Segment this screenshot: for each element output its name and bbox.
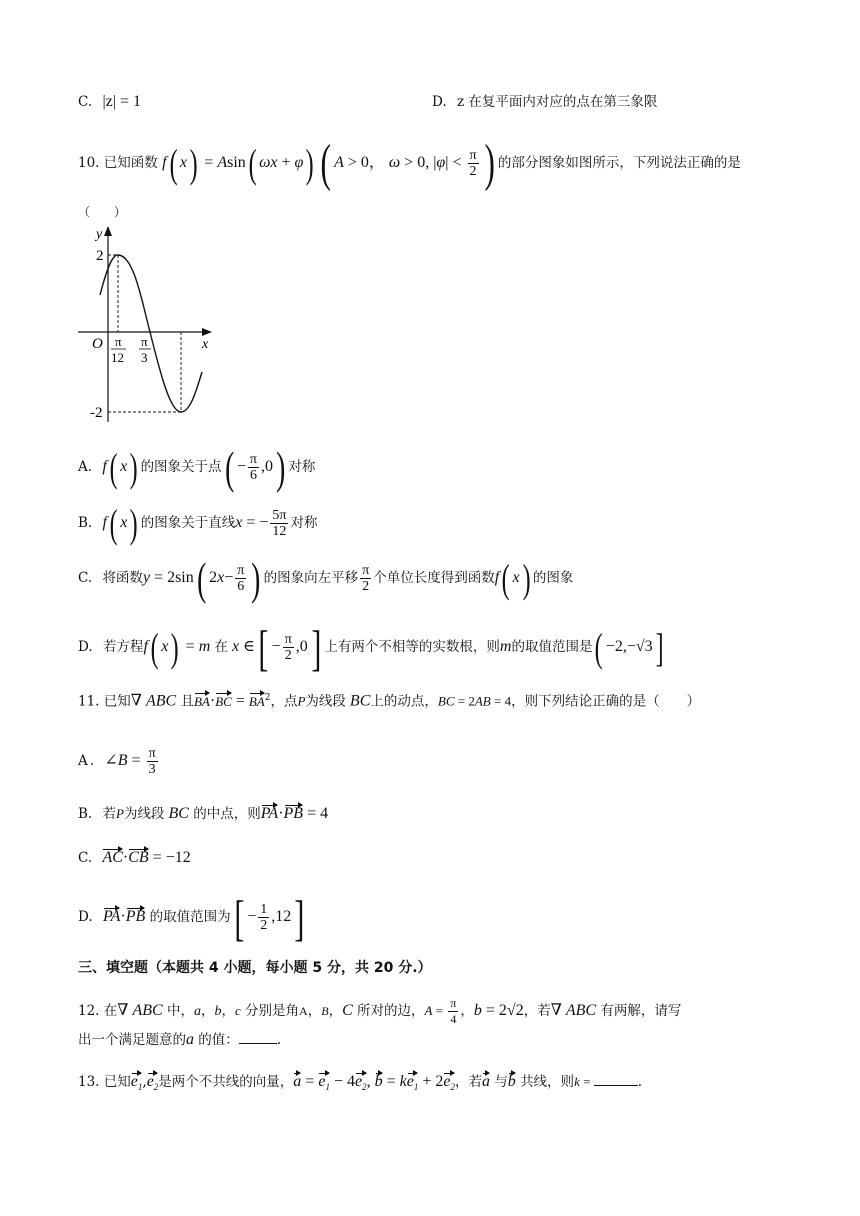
q11-option-d: D. PA·PB 的取值范围为[ − $\frac{1}{2}$ ,12]	[78, 889, 305, 946]
q10-stem-b: 的部分图象如图所示，下列说法正确的是	[497, 155, 741, 171]
q10-option-d: D. 若方程f( x) = m 在 x ∈[ − $\frac{\pi}{2}$ ,0] 上有两个不相等的实数根，则m的取值范围是( −2,−√3]	[78, 619, 664, 676]
q10-number: 10.	[78, 155, 100, 171]
q11-stem: 11. 已知∇ ABC 且$BA\cdot BC = BA^2$，点P为线段 BC上的动点，BC = 2AB = 4，则下列结论正确的是（ ）	[78, 692, 701, 710]
q10-option-b: B. f( x) 的图象关于直线x = − $\frac{5\pi}{12}$ 对称	[78, 500, 318, 546]
q13-answer-blank[interactable]	[594, 1085, 638, 1086]
tick2-den: 3	[141, 350, 148, 365]
x-axis-label: x	[202, 337, 209, 352]
q11-option-a: A . ∠B = $\frac{\pi}{3}$	[78, 746, 156, 777]
y-min-label: -2	[90, 405, 103, 421]
q10-option-c: C. 将函数y = 2sin( 2x− $\frac{\pi}{6}$ ) 的图象向左平移 $\frac{\pi}{2}$ 个单位长度得到函数f( x) 的图象	[78, 552, 574, 604]
q10-option-a: A. f( x) 的图象关于点( − $\frac{\pi}{6}$ ,0) 对称	[78, 441, 316, 493]
tick1-num: π	[115, 334, 122, 349]
q11-option-b: B. 若P为线段 BC 的中点，则PA·PB = 4	[78, 805, 329, 822]
y-max-label: 2	[96, 248, 104, 264]
tick1-den: 12	[111, 350, 124, 365]
q9-option-c-label: C.	[78, 94, 93, 110]
q9-option-c	[78, 92, 141, 112]
q12-line1: 12. 在∇ ABC 中，a，b，c 分别是角A，B，C 所对的边，A = $\frac{\pi}{4}$ ，b = 2√2，若∇ ABC 有两解，请写	[78, 996, 682, 1026]
q10-stem: 10. 已知函数 f( x) = Asin( ωx + φ) ( A > 0， ω > 0, |φ| < $\frac{\pi}{2}$ ) 的部分图象如图所示，下列说法正确的是	[78, 134, 741, 192]
q11-option-c: C. AC·CB = −12	[78, 849, 191, 866]
y-axis-label: y	[96, 227, 103, 242]
q10-function-expr: f	[162, 154, 167, 171]
q9-option-d-text: z 在复平面内对应的点在第三象限	[456, 94, 658, 110]
y-axis-arrow-icon	[104, 226, 112, 236]
q12-answer-blank[interactable]	[239, 1043, 277, 1044]
q10-paren: （ ）	[78, 205, 127, 219]
q10-stem-a: 已知函数	[103, 155, 158, 171]
q9-option-c-expr: |z| = 1	[102, 93, 141, 110]
q9-option-d-label: D.	[432, 94, 447, 110]
q9-option-d	[432, 92, 657, 112]
section-title: 三、填空题（本题共 4 小题，每小题 5 分，共 20 分.）	[78, 960, 432, 976]
x-axis-arrow-icon	[202, 328, 212, 336]
q12-line2: 出一个满足题意的a 的值： .	[78, 1031, 282, 1048]
tick2-num: π	[141, 334, 148, 349]
q10-sine-graph	[78, 222, 218, 424]
q13: 13. 已知$e_1,e_2$是两个不共线的向量，$a = e_1 - 4e_2$, $b = ke_1 + 2e_2$，若a 与b 共线，则k = .	[78, 1072, 642, 1097]
origin-label: O	[92, 336, 103, 352]
